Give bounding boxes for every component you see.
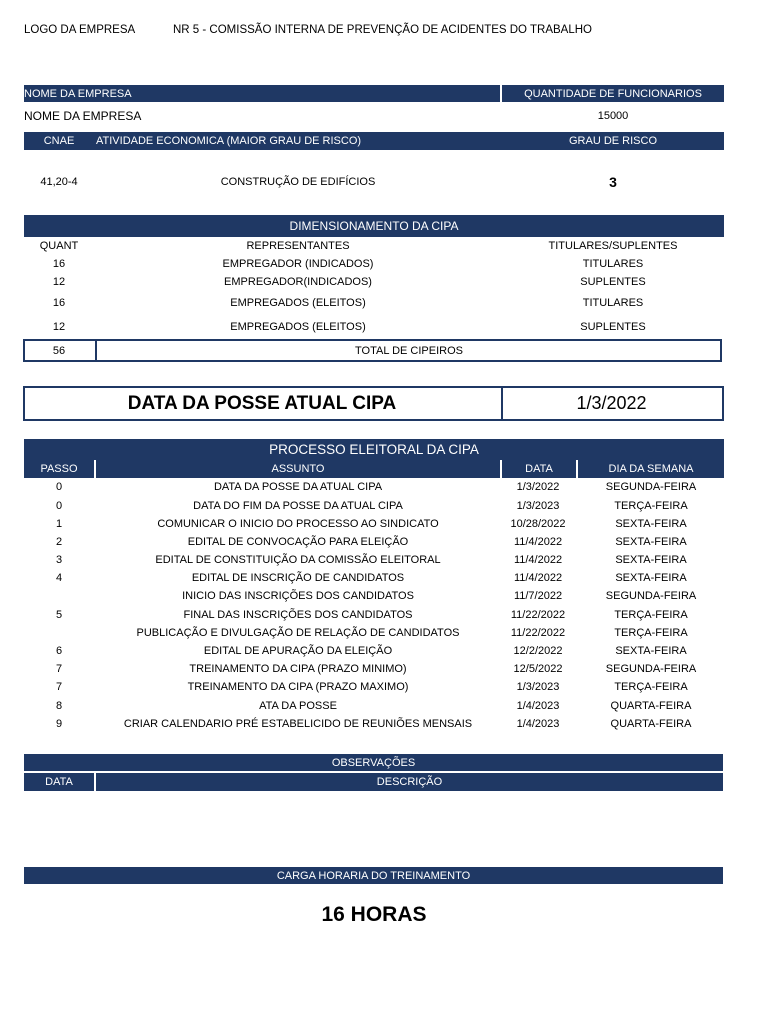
process-row-step: 8 [55,700,63,712]
process-row-date: 11/4/2022 [513,554,563,566]
process-row-weekday: QUARTA-FEIRA [610,700,692,712]
process-row-date: 11/22/2022 [510,627,566,639]
process-row-weekday: TERÇA-FEIRA [614,609,688,621]
process-row-subject: CRIAR CALENDARIO PRÉ ESTABELICIDO DE REUNIÕES MENSAIS [123,718,473,730]
dim-row-type: TITULARES [582,297,644,309]
process-row-date: 11/22/2022 [510,609,566,621]
dim-row-qty: 16 [52,297,66,309]
process-row-subject: TREINAMENTO DA CIPA (PRAZO MINIMO) [189,663,407,675]
process-row-step [24,624,94,642]
dim-col-type: TITULARES/SUPLENTES [548,239,678,252]
process-row-weekday: SEXTA-FEIRA [615,536,687,548]
process-row-subject: EDITAL DE APURAÇÃO DA ELEIÇÃO [203,645,393,657]
process-row-weekday: SEXTA-FEIRA [615,645,687,657]
process-row-weekday: SEGUNDA-FEIRA [605,481,697,493]
company-name-value: NOME DA EMPRESA [24,109,142,123]
dim-row-qty: 16 [52,258,66,270]
process-row-date: 11/4/2022 [513,572,563,584]
process-row-subject: EDITAL DE CONSTITUIÇÃO DA COMISSÃO ELEITORAL [155,554,441,566]
total-qty: 56 [52,344,66,357]
total-label: TOTAL DE CIPEIROS [355,344,463,357]
process-row-step: 5 [55,609,63,621]
process-row-weekday: SEGUNDA-FEIRA [605,590,697,602]
training-title [24,867,723,884]
dim-row-rep: EMPREGADOS (ELEITOS) [230,297,366,309]
process-row-weekday: QUARTA-FEIRA [610,718,692,730]
cnae-value: 41,20-4 [40,176,78,188]
process-col-date: DATA [525,463,553,475]
posse-date: 1/3/2022 [576,393,647,413]
activity-header: ATIVIDADE ECONOMICA (MAIOR GRAU DE RISCO) [96,135,362,147]
observations-title [24,754,723,771]
process-row-step [24,587,94,605]
obs-col-desc: DESCRIÇÃO [376,776,443,788]
process-row-date: 11/7/2022 [513,590,563,602]
process-row-subject: ATA DA POSSE [259,700,337,712]
training-title-text: CARGA HORARIA DO TREINAMENTO [276,869,471,882]
process-row-subject: EDITAL DE CONVOCAÇÃO PARA ELEIÇÃO [187,536,409,548]
process-row-subject: TREINAMENTO DA CIPA (PRAZO MAXIMO) [187,681,409,693]
process-col-subject: ASSUNTO [271,463,325,475]
process-row-weekday: TERÇA-FEIRA [614,500,688,512]
posse-label: DATA DA POSSE ATUAL CIPA [127,392,397,414]
process-row-weekday: TERÇA-FEIRA [614,681,688,693]
process-row-step: 1 [55,518,63,530]
process-row-date: 12/5/2022 [513,663,563,675]
process-row-date: 1/3/2023 [516,500,560,512]
observations-title-text: OBSERVAÇÕES [331,756,416,769]
process-row-subject: COMUNICAR O INICIO DO PROCESSO AO SINDICATO [157,518,439,530]
process-row-date: 12/2/2022 [513,645,563,657]
activity-value: CONSTRUÇÃO DE EDIFÍCIOS [220,176,376,188]
process-row-step: 0 [55,481,63,493]
process-row-weekday: SEXTA-FEIRA [615,572,687,584]
process-row-date: 1/3/2023 [516,681,560,693]
dimensioning-title [24,215,724,237]
process-row-date: 1/3/2022 [516,481,560,493]
process-row-step: 4 [55,572,63,584]
logo-placeholder: LOGO DA EMPRESA [24,24,136,36]
process-row-subject: DATA DO FIM DA POSSE DA ATUAL CIPA [193,500,403,512]
risk-header: GRAU DE RISCO [568,135,657,147]
process-title-text: PROCESSO ELEITORAL DA CIPA [269,442,479,457]
dim-row-qty: 12 [52,321,66,333]
process-row-subject: FINAL DAS INSCRIÇÕES DOS CANDIDATOS [183,609,413,621]
process-title [24,439,724,460]
process-col-step: PASSO [40,463,78,475]
process-row-step: 7 [55,681,63,693]
dim-row-qty: 12 [52,276,66,288]
dim-row-type: SUPLENTES [580,321,646,333]
employee-qty-header: QUANTIDADE DE FUNCIONARIOS [524,87,702,100]
process-row-date: 11/4/2022 [513,536,563,548]
process-row-subject: INICIO DAS INSCRIÇÕES DOS CANDIDATOS [182,590,414,602]
process-row-step: 7 [55,663,63,675]
process-row-step: 2 [55,536,63,548]
process-row-subject: DATA DA POSSE DA ATUAL CIPA [213,481,383,493]
process-row-step: 0 [55,500,63,512]
process-row-weekday: SEXTA-FEIRA [615,518,687,530]
process-row-date: 1/4/2023 [516,700,560,712]
dim-row-rep: EMPREGADOR (INDICADOS) [222,258,374,270]
document-title: NR 5 - COMISSÃO INTERNA DE PREVENÇÃO DE ACIDENTES DO TRABALHO [173,24,592,36]
training-hours: 16 HORAS [321,903,427,926]
observations-header-row [24,773,723,791]
process-header-row [24,460,724,478]
process-row-step: 6 [55,645,63,657]
dim-col-qty: QUANT [39,239,79,252]
process-row-subject: PUBLICAÇÃO E DIVULGAÇÃO DE RELAÇÃO DE CANDIDATOS [136,627,460,639]
process-row-weekday: SEXTA-FEIRA [615,554,687,566]
dim-col-rep: REPRESENTANTES [246,239,350,252]
process-row-weekday: SEGUNDA-FEIRA [605,663,697,675]
process-row-subject: EDITAL DE INSCRIÇÃO DE CANDIDATOS [191,572,405,584]
process-row-date: 1/4/2023 [516,718,560,730]
company-name-header: NOME DA EMPRESA [24,87,132,100]
employee-qty-value: 15000 [597,110,629,122]
dim-row-type: TITULARES [582,258,644,270]
dim-row-rep: EMPREGADOR(INDICADOS) [224,276,372,288]
process-row-weekday: TERÇA-FEIRA [614,627,688,639]
cnae-header: CNAE [43,135,75,147]
dim-row-rep: EMPREGADOS (ELEITOS) [230,321,366,333]
process-row-step: 9 [55,718,63,730]
dim-row-type: SUPLENTES [580,276,646,288]
obs-col-date: DATA [45,776,73,788]
process-row-step: 3 [55,554,63,566]
company-header-bar [24,85,724,102]
process-col-weekday: DIA DA SEMANA [608,463,694,475]
dimensioning-title-text: DIMENSIONAMENTO DA CIPA [289,219,459,233]
process-row-date: 10/28/2022 [510,518,566,530]
activity-header-bar [24,132,724,150]
risk-value: 3 [609,174,617,190]
